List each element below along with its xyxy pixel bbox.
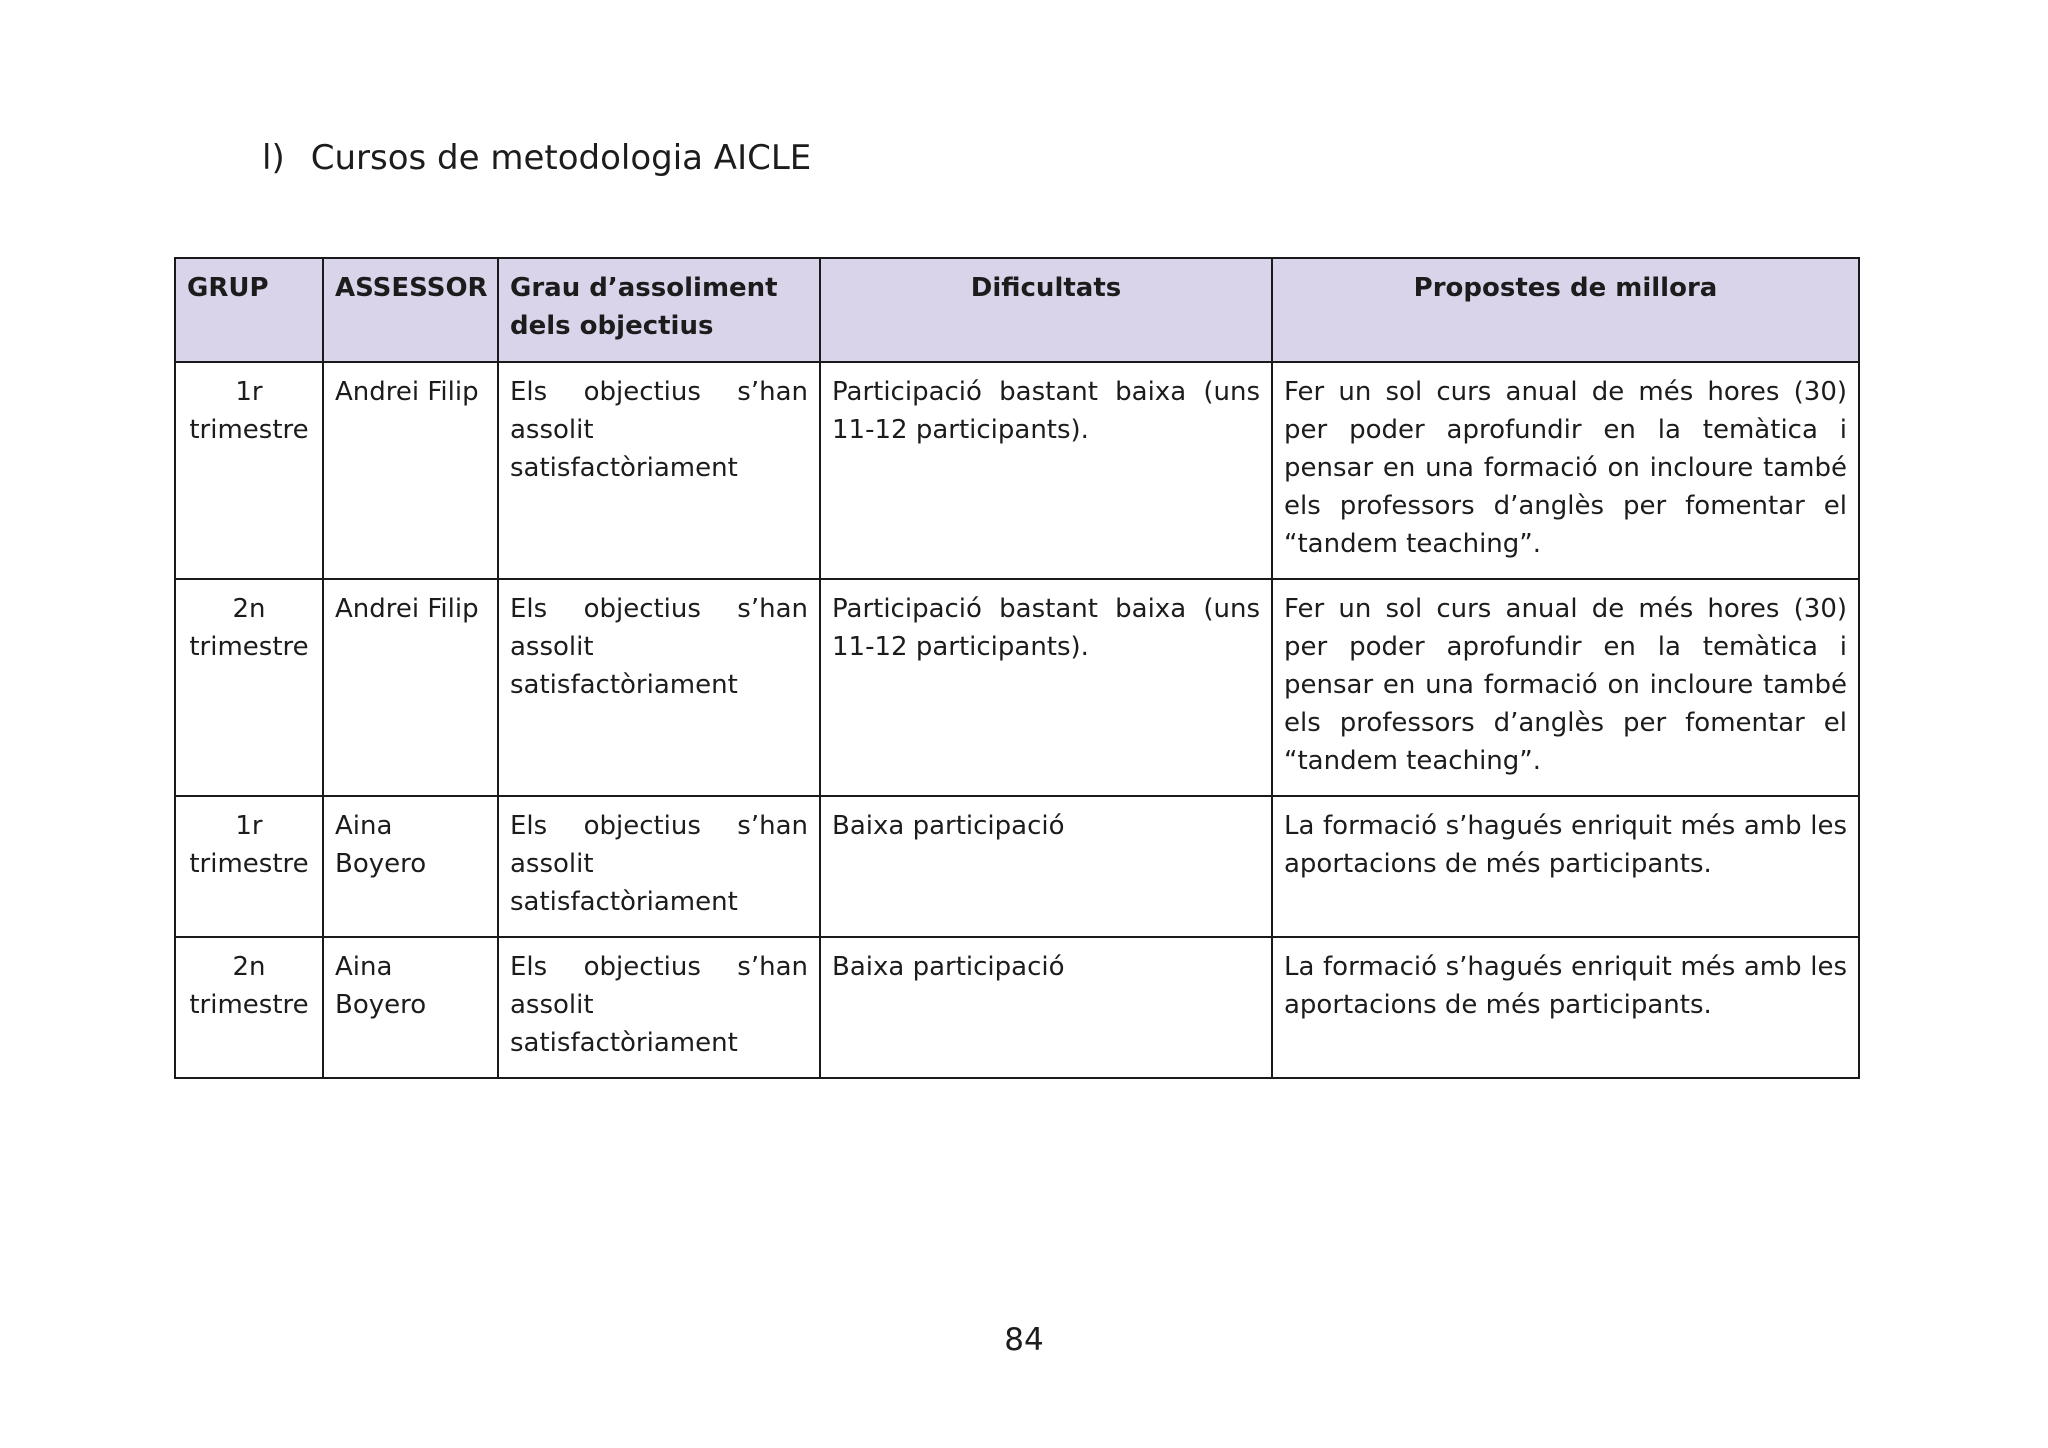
- section-number: l): [262, 138, 285, 178]
- header-assessor: ASSESSOR: [323, 258, 498, 362]
- cell-assessor: Aina Boyero: [323, 937, 498, 1078]
- cell-assessor: Andrei Filip: [323, 362, 498, 579]
- cell-grup: 1r trimestre: [175, 796, 323, 937]
- cell-assessor: Andrei Filip: [323, 579, 498, 796]
- header-propostes: Propostes de millora: [1272, 258, 1859, 362]
- cell-dificultats: Participació bastant baixa (uns 11-12 participants).: [820, 579, 1272, 796]
- section-heading: [262, 138, 811, 178]
- cell-grau: Els objectius s’han assolit satisfactòriament: [498, 579, 820, 796]
- page-number: 84: [1004, 1322, 1044, 1358]
- cell-propostes: Fer un sol curs anual de més hores (30) per poder aprofundir en la temàtica i pensar en una formació on incloure també els professors d’anglès per fomentar el “tandem teaching”.: [1272, 579, 1859, 796]
- cell-propostes: Fer un sol curs anual de més hores (30) per poder aprofundir en la temàtica i pensar en una formació on incloure també els professors d’anglès per fomentar el “tandem teaching”.: [1272, 362, 1859, 579]
- section-title: Cursos de metodologia AICLE: [310, 138, 812, 178]
- cell-dificultats: Baixa participació: [820, 796, 1272, 937]
- table-row: [175, 362, 1859, 579]
- assessment-table: [174, 257, 1860, 1079]
- cell-dificultats: Baixa participació: [820, 937, 1272, 1078]
- table-row: [175, 579, 1859, 796]
- table-row: [175, 937, 1859, 1078]
- cell-grau: Els objectius s’han assolit satisfactòriament: [498, 362, 820, 579]
- header-grau-assoliment: Grau d’assoliment dels objectius: [498, 258, 820, 362]
- cell-dificultats: Participació bastant baixa (uns 11-12 participants).: [820, 362, 1272, 579]
- header-grup: GRUP: [175, 258, 323, 362]
- header-dificultats: Dificultats: [820, 258, 1272, 362]
- cell-propostes: La formació s’hagués enriquit més amb les aportacions de més participants.: [1272, 796, 1859, 937]
- cell-assessor: Aina Boyero: [323, 796, 498, 937]
- cell-grau: Els objectius s’han assolit satisfactòriament: [498, 796, 820, 937]
- table-header-row: [175, 258, 1859, 362]
- table-row: [175, 796, 1859, 937]
- cell-grup: 2n trimestre: [175, 579, 323, 796]
- cell-grup: 1r trimestre: [175, 362, 323, 579]
- cell-grup: 2n trimestre: [175, 937, 323, 1078]
- cell-propostes: La formació s’hagués enriquit més amb les aportacions de més participants.: [1272, 937, 1859, 1078]
- cell-grau: Els objectius s’han assolit satisfactòriament: [498, 937, 820, 1078]
